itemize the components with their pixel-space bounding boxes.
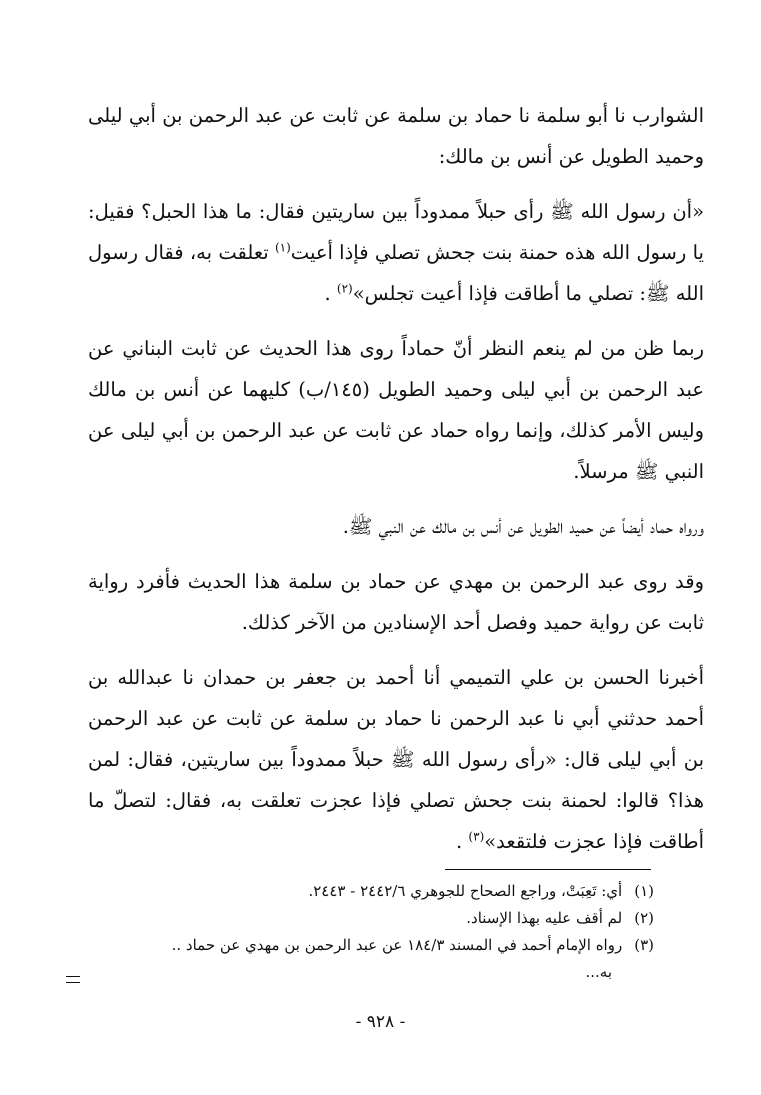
paragraph-end-mark: . <box>324 282 337 305</box>
paragraph-full-isnad <box>88 657 704 862</box>
paragraph-end-mark: . <box>456 830 469 853</box>
footnote-ref-2[interactable]: (٢) <box>336 281 353 296</box>
footnote-number: (١) <box>634 882 654 900</box>
paragraph-text-continued: تعلقت به، فقال رسول الله ﷺ: تصلي ما أطاقت فإذا أعيت تجلس» <box>88 241 704 305</box>
main-text <box>88 95 704 862</box>
paragraph-commentary <box>88 328 704 492</box>
paragraph-hadith-rope <box>88 191 704 314</box>
footnote-text: أي: تَعِبَتْ، وراجع الصحاح للجوهري ٢٤٤٢/٦ - ٢٤٤٣. <box>308 882 623 900</box>
paragraph-isnad-intro <box>88 95 704 177</box>
paragraph-text: وقد روى عبد الرحمن بن مهدي عن حماد بن سلمة هذا الحديث فأفرد رواية ثابت عن رواية حميد وفصل أحد الإسنادين من الآخر كذلك. <box>88 570 704 634</box>
footnote-ref-1[interactable]: (١) <box>274 240 291 255</box>
paragraph-humaid-narration <box>88 506 704 547</box>
paragraph-text: «أن رسول الله ﷺ رأى حبلاً ممدوداً بين ساريتين فقال: ما هذا الحبل؟ فقيل: يا رسول الله هذه حمنة بنت جحش تصلي فإذا أعيت <box>88 200 704 264</box>
paragraph-text: الشوارب نا أبو سلمة نا حماد بن سلمة عن ثابت عن عبد الرحمن بن أبي ليلى وحميد الطويل عن أنس بن مالك: <box>88 104 704 168</box>
paragraph-ibn-mahdi <box>88 561 704 643</box>
page-number: - ٩٢٨ - <box>355 1012 406 1032</box>
footnote-separator <box>445 869 651 870</box>
footnote-number: (٣) <box>634 936 654 954</box>
footnote-1 <box>78 878 654 905</box>
paragraph-text: ورواه حماد أيضاً عن حميد الطويل عن أنس بن مالك عن النبي ﷺ. <box>342 515 704 538</box>
footnote-number: (٢) <box>634 909 654 927</box>
footnote-2 <box>78 905 654 932</box>
footnote-text: لم أقف عليه بهذا الإسناد. <box>466 909 623 927</box>
footnote-3-continuation: به... <box>585 963 612 981</box>
footnote-text: رواه الإمام أحمد في المسند ١٨٤/٣ عن عبد الرحمن بن مهدي عن حماد .. <box>171 936 623 954</box>
footnotes-section <box>78 878 654 986</box>
footnote-3 <box>78 932 654 959</box>
paragraph-text: أخبرنا الحسن بن علي التميمي أنا أحمد بن جعفر بن حمدان نا عبدالله بن أحمد حدثني أبي نا عبد الرحمن نا حماد بن سلمة عن ثابت عن عبد الرحمن بن أبي ليلى قال: «رأى رسول الله ﷺ حبلاً ممدوداً بين ساريتين، فقال: لمن هذا؟ قالوا: لحمنة بنت جحش تصلي فإذا عجزت تعلقت به، فقال: لتصلّ ما أطاقت فإذا عجزت فلتقعد» <box>88 666 704 853</box>
paragraph-text: ربما ظن من لم ينعم النظر أنّ حماداً روى هذا الحديث عن ثابت البناني عن عبد الرحمن بن أبي ليلى وحميد الطويل (١٤٥/ب) كليهما عن أنس بن مالك وليس الأمر كذلك، وإنما رواه حماد عن ثابت عن عبد الرحمن بن أبي ليلى عن النبي ﷺ مرسلاً. <box>88 337 704 483</box>
footnote-ref-3[interactable]: (٣) <box>468 829 485 844</box>
margin-mark <box>66 976 80 983</box>
